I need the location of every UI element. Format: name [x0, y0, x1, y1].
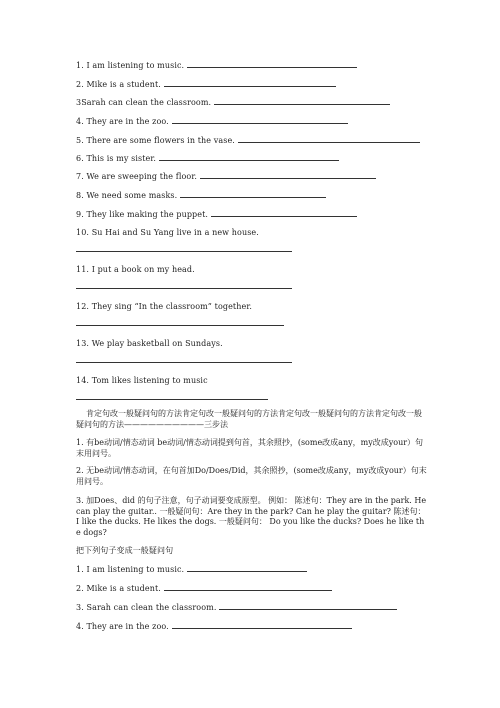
answer-blank[interactable] [214, 103, 390, 105]
exercise-sentence: We are sweeping the floor. [86, 172, 198, 181]
method-heading: 肯定句改一般疑问句的方法肯定句改一般疑问句的方法肯定句改一般疑问句的方法肯定句改一般疑问句的方法——————————三步法 [76, 409, 422, 429]
exercise-sentence: They are in the zoo. [86, 117, 169, 126]
method-rule-3: 3. 加Does、did 的句子注意，句子动词要变成原型。 例如： 陈述句：They are in the park. He can play the guitar.. 一般疑问句：Are they in the park? Can he play the guitar? 陈述句：I like the ducks. He likes the dogs. 一般疑问句： Do you like the ducks? Does he like the dogs? [76, 496, 427, 537]
answer-line-11[interactable] [76, 288, 292, 289]
exercise-sentence: I am listening to music. [86, 565, 185, 574]
exercise-9 [76, 210, 357, 220]
exercise-number: 9. [76, 210, 84, 219]
exercise-sentence: I put a book on my head. [91, 265, 195, 274]
answer-blank[interactable] [211, 215, 357, 217]
exercise-number: 3. [76, 603, 84, 612]
exercise-sentence: We need some masks. [86, 191, 178, 200]
answer-blank[interactable] [164, 85, 336, 87]
exercise-sentence: Tom likes listening to music [91, 376, 208, 385]
exercise-number: 7. [76, 172, 84, 181]
exercise-number: 1. [76, 565, 84, 574]
exercise-12 [76, 302, 252, 312]
answer-blank[interactable] [187, 570, 307, 572]
method-rule-2: 2. 无be动词/情态动词，在句首加Do/Does/Did，其余照抄，(some改成any，my改成your）句末用问号。 [76, 466, 427, 486]
exercise-number: 10. [76, 228, 90, 237]
answer-blank[interactable] [164, 589, 332, 591]
exercise-14 [76, 376, 208, 386]
exercise-2 [76, 80, 336, 90]
method-rule-1: 1. 有be动词/情态动词 be动词/情态动词提到句首，其余照抄，(some改成any，my改成your）句末用问号。 [76, 438, 424, 458]
exercise-sentence: There are some flowers in the vase. [86, 136, 235, 145]
exercise-number: 3 [76, 98, 82, 107]
exercise-10 [76, 228, 259, 238]
exercise-7 [76, 172, 376, 182]
exercise-3 [76, 98, 390, 108]
exercise-number: 4. [76, 117, 84, 126]
exercise-4 [76, 117, 348, 127]
answer-blank[interactable] [238, 141, 420, 143]
answer-line-13[interactable] [76, 362, 292, 363]
answer-line-10[interactable] [76, 251, 292, 252]
exercise-sentence: Su Hai and Su Yang live in a new house. [91, 228, 259, 237]
exercise-number: 14. [76, 376, 90, 385]
part-b-exercise-2 [76, 584, 332, 594]
answer-blank[interactable] [159, 159, 339, 161]
exercise-sentence: Mike is a student. [86, 584, 161, 593]
exercise-sentence: I am listening to music. [86, 61, 185, 70]
exercise-number: 13. [76, 339, 90, 348]
exercise-sentence: Mike is a student. [86, 80, 161, 89]
answer-blank[interactable] [180, 196, 326, 198]
exercise-13 [76, 339, 223, 349]
answer-blank[interactable] [200, 177, 376, 179]
exercise-number: 2. [76, 80, 84, 89]
exercise-sentence: This is my sister. [86, 154, 157, 163]
exercise-sentence: They sing “In the classroom” together. [91, 302, 253, 311]
part-b-exercise-4 [76, 622, 352, 632]
answer-line-14[interactable] [76, 399, 268, 400]
exercise-sentence: They like making the puppet. [86, 210, 209, 219]
answer-blank[interactable] [187, 66, 357, 68]
exercise-5 [76, 136, 420, 146]
exercise-sentence: We play basketball on Sundays. [91, 339, 223, 348]
exercise-sentence: Sarah can clean the classroom. [86, 603, 217, 612]
exercise-1 [76, 61, 357, 71]
answer-line-12[interactable] [76, 325, 284, 326]
exercise-8 [76, 191, 326, 201]
part-b-exercise-3 [76, 603, 397, 613]
exercise-number: 4. [76, 622, 84, 631]
exercise-11 [76, 265, 195, 275]
exercise-number: 5. [76, 136, 84, 145]
exercise-6 [76, 154, 339, 164]
answer-blank[interactable] [219, 608, 397, 610]
answer-blank[interactable] [172, 627, 352, 629]
part-b-title: 把下列句子变成一般疑问句 [76, 546, 174, 555]
exercise-sentence: Sarah can clean the classroom. [81, 98, 212, 107]
answer-blank[interactable] [172, 122, 348, 124]
exercise-number: 11. [76, 265, 90, 274]
exercise-number: 8. [76, 191, 84, 200]
exercise-number: 6. [76, 154, 84, 163]
exercise-number: 2. [76, 584, 84, 593]
exercise-number: 12. [76, 302, 90, 311]
part-b-exercise-1 [76, 565, 307, 575]
exercise-number: 1. [76, 61, 84, 70]
exercise-sentence: They are in the zoo. [86, 622, 169, 631]
